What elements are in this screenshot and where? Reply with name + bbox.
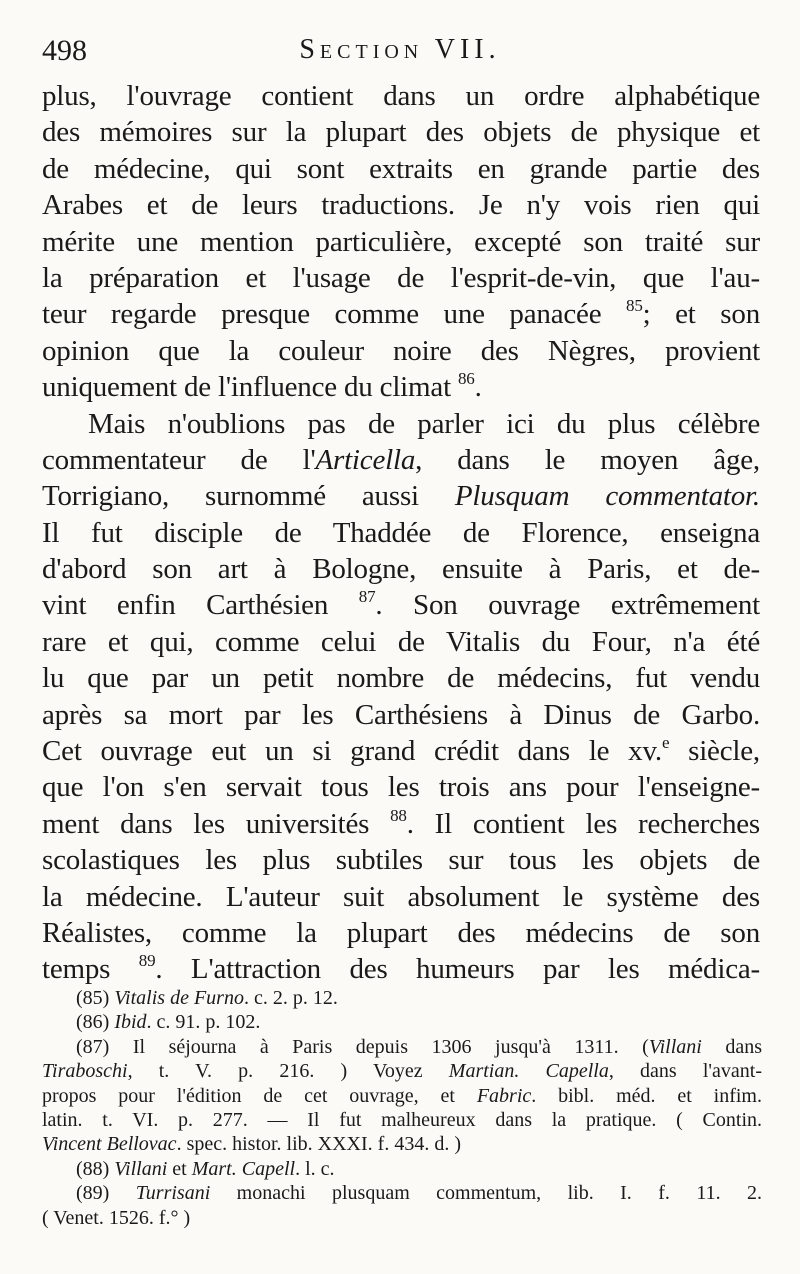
footnote-number: (89) — [76, 1182, 136, 1205]
text-line: lu que par un petit nombre de médecins, fut vendu — [42, 662, 760, 695]
text-line: Réalistes, comme la plupart des médecins de son — [42, 916, 760, 949]
text-line: que l'on s'en servait tous les trois ans pour l'enseigne- — [42, 771, 760, 804]
text-run: commentateur de l' — [42, 443, 316, 476]
text-run: Cet ouvrage eut un si grand crédit dans le xv. — [42, 735, 662, 768]
page-header — [42, 34, 758, 70]
italic-run: Martian. Capella — [448, 1060, 609, 1083]
text-line — [42, 442, 760, 478]
text-run: ; et son — [642, 298, 760, 331]
text-run: . l. c. — [295, 1157, 335, 1180]
text-run: ment dans les universités — [42, 807, 391, 840]
text-line: plus, l'ouvrage contient dans un ordre alphabétique — [42, 80, 760, 112]
footnote-87 — [42, 1035, 762, 1059]
text-line: la médecine. L'auteur suit absolument le système des — [42, 880, 760, 913]
text-line — [42, 733, 760, 769]
page-number: 498 — [42, 34, 87, 67]
footnote-87-line: latin. t. VI. p. 277. — Il fut malheureux dans la pratique. ( Contin. — [42, 1108, 762, 1131]
footnote-86 — [42, 1010, 762, 1034]
italic-run: Vitalis de Furno — [114, 987, 244, 1009]
italic-run: Ibid — [114, 1011, 147, 1034]
footnotes — [42, 986, 762, 1230]
text-line: Arabes et de leurs traductions. Je n'y vois rien qui — [42, 189, 760, 222]
footnote-89-line: ( Venet. 1526. f.° ) — [42, 1206, 191, 1229]
text-line: scolastiques les plus subtiles sur tous les objets de — [42, 844, 760, 877]
text-line: la préparation et l'usage de l'esprit-de-vin, que l'au- — [42, 261, 760, 294]
text-line — [42, 478, 760, 514]
running-head: Section VII. — [299, 34, 501, 65]
text-run: uniquement de l'influence du climat — [42, 371, 458, 404]
text-line: après sa mort par les Carthésiens à Dinus de Garbo. — [42, 698, 760, 731]
italic-run: Mart. Capell — [191, 1157, 296, 1180]
text-run: temps — [42, 953, 139, 986]
text-run: , dans le moyen âge, — [415, 443, 760, 476]
text-run: monachi plusquam commentum, lib. I. f. 11. 2. — [210, 1182, 763, 1205]
text-run: , dans l'avant- — [608, 1060, 763, 1083]
footnote-88 — [42, 1157, 762, 1181]
italic-run: Vincent Bellovac — [42, 1133, 177, 1156]
footnote-ref: 88 — [390, 805, 407, 825]
text-run: . spec. histor. lib. XXXI. f. 434. d. ) — [176, 1133, 461, 1156]
text-line — [42, 806, 760, 842]
text-run: . L'attraction des humeurs par les médica- — [155, 953, 761, 986]
text-run: vint enfin Carthésien — [42, 589, 359, 622]
text-run: (87) Il séjourna à Paris depuis 1306 jusqu'à 1311. ( — [76, 1035, 649, 1058]
text-line — [42, 369, 760, 405]
footnote-number: (85) — [76, 987, 115, 1009]
footnote-ref: 86 — [457, 369, 475, 389]
body-text — [42, 78, 760, 988]
footnote-ref: 85 — [626, 296, 643, 316]
footnote-number: (88) — [76, 1157, 115, 1180]
footnote-89 — [42, 1181, 762, 1205]
footnote-87-line — [42, 1059, 762, 1083]
italic-run: Plusquam commentator. — [454, 480, 760, 513]
text-line — [42, 296, 760, 332]
text-line: Il fut disciple de Thaddée de Florence, enseigna — [42, 516, 760, 549]
footnote-85 — [42, 986, 762, 1010]
footnote-87-line — [42, 1084, 762, 1108]
text-run: . Il contient les recherches — [406, 807, 760, 840]
text-run: siècle, — [669, 735, 760, 768]
footnote-ref: 89 — [138, 951, 156, 971]
text-run: . — [474, 371, 482, 404]
text-run: et — [167, 1157, 192, 1180]
text-run: . bibl. méd. et infim. — [531, 1084, 762, 1107]
footnote-number: (86) — [76, 1011, 115, 1034]
text-line: opinion que la couleur noire des Nègres, provient — [42, 334, 760, 367]
text-line: d'abord son art à Bologne, ensuite à Paris, et de- — [42, 553, 760, 586]
italic-run: Articella — [315, 443, 416, 476]
text-run: Torrigiano, surnommé aussi — [42, 480, 455, 513]
text-line — [42, 951, 760, 987]
text-run: propos pour l'édition de cet ouvrage, et — [42, 1084, 477, 1107]
text-line — [42, 587, 760, 623]
text-run: , t. V. p. 216. ) Voyez — [127, 1060, 449, 1083]
text-line: Mais n'oublions pas de parler ici du plus célèbre — [88, 407, 760, 440]
italic-run: Villani — [648, 1035, 702, 1058]
text-line: de médecine, qui sont extraits en grande partie des — [42, 152, 760, 185]
italic-run: Turrisani — [135, 1182, 211, 1205]
text-run: . c. 2. p. 12. — [243, 987, 338, 1009]
footnote-87-line — [42, 1132, 762, 1156]
text-line: des mémoires sur la plupart des objets de physique et — [42, 116, 760, 149]
italic-run: Villani — [114, 1157, 168, 1180]
italic-run: Fabric — [476, 1084, 532, 1107]
text-line: mérite une mention particulière, excepté son traité sur — [42, 225, 760, 258]
text-run: . c. 91. p. 102. — [146, 1011, 261, 1034]
text-line: rare et qui, comme celui de Vitalis du Four, n'a été — [42, 625, 760, 658]
footnote-ref: 87 — [358, 587, 376, 607]
text-run: . Son ouvrage extrêmement — [375, 589, 760, 622]
superscript: e — [661, 733, 670, 753]
text-run: dans — [701, 1035, 762, 1058]
text-run: teur regarde presque comme une panacée — [42, 298, 627, 331]
italic-run: Tiraboschi — [42, 1060, 128, 1083]
